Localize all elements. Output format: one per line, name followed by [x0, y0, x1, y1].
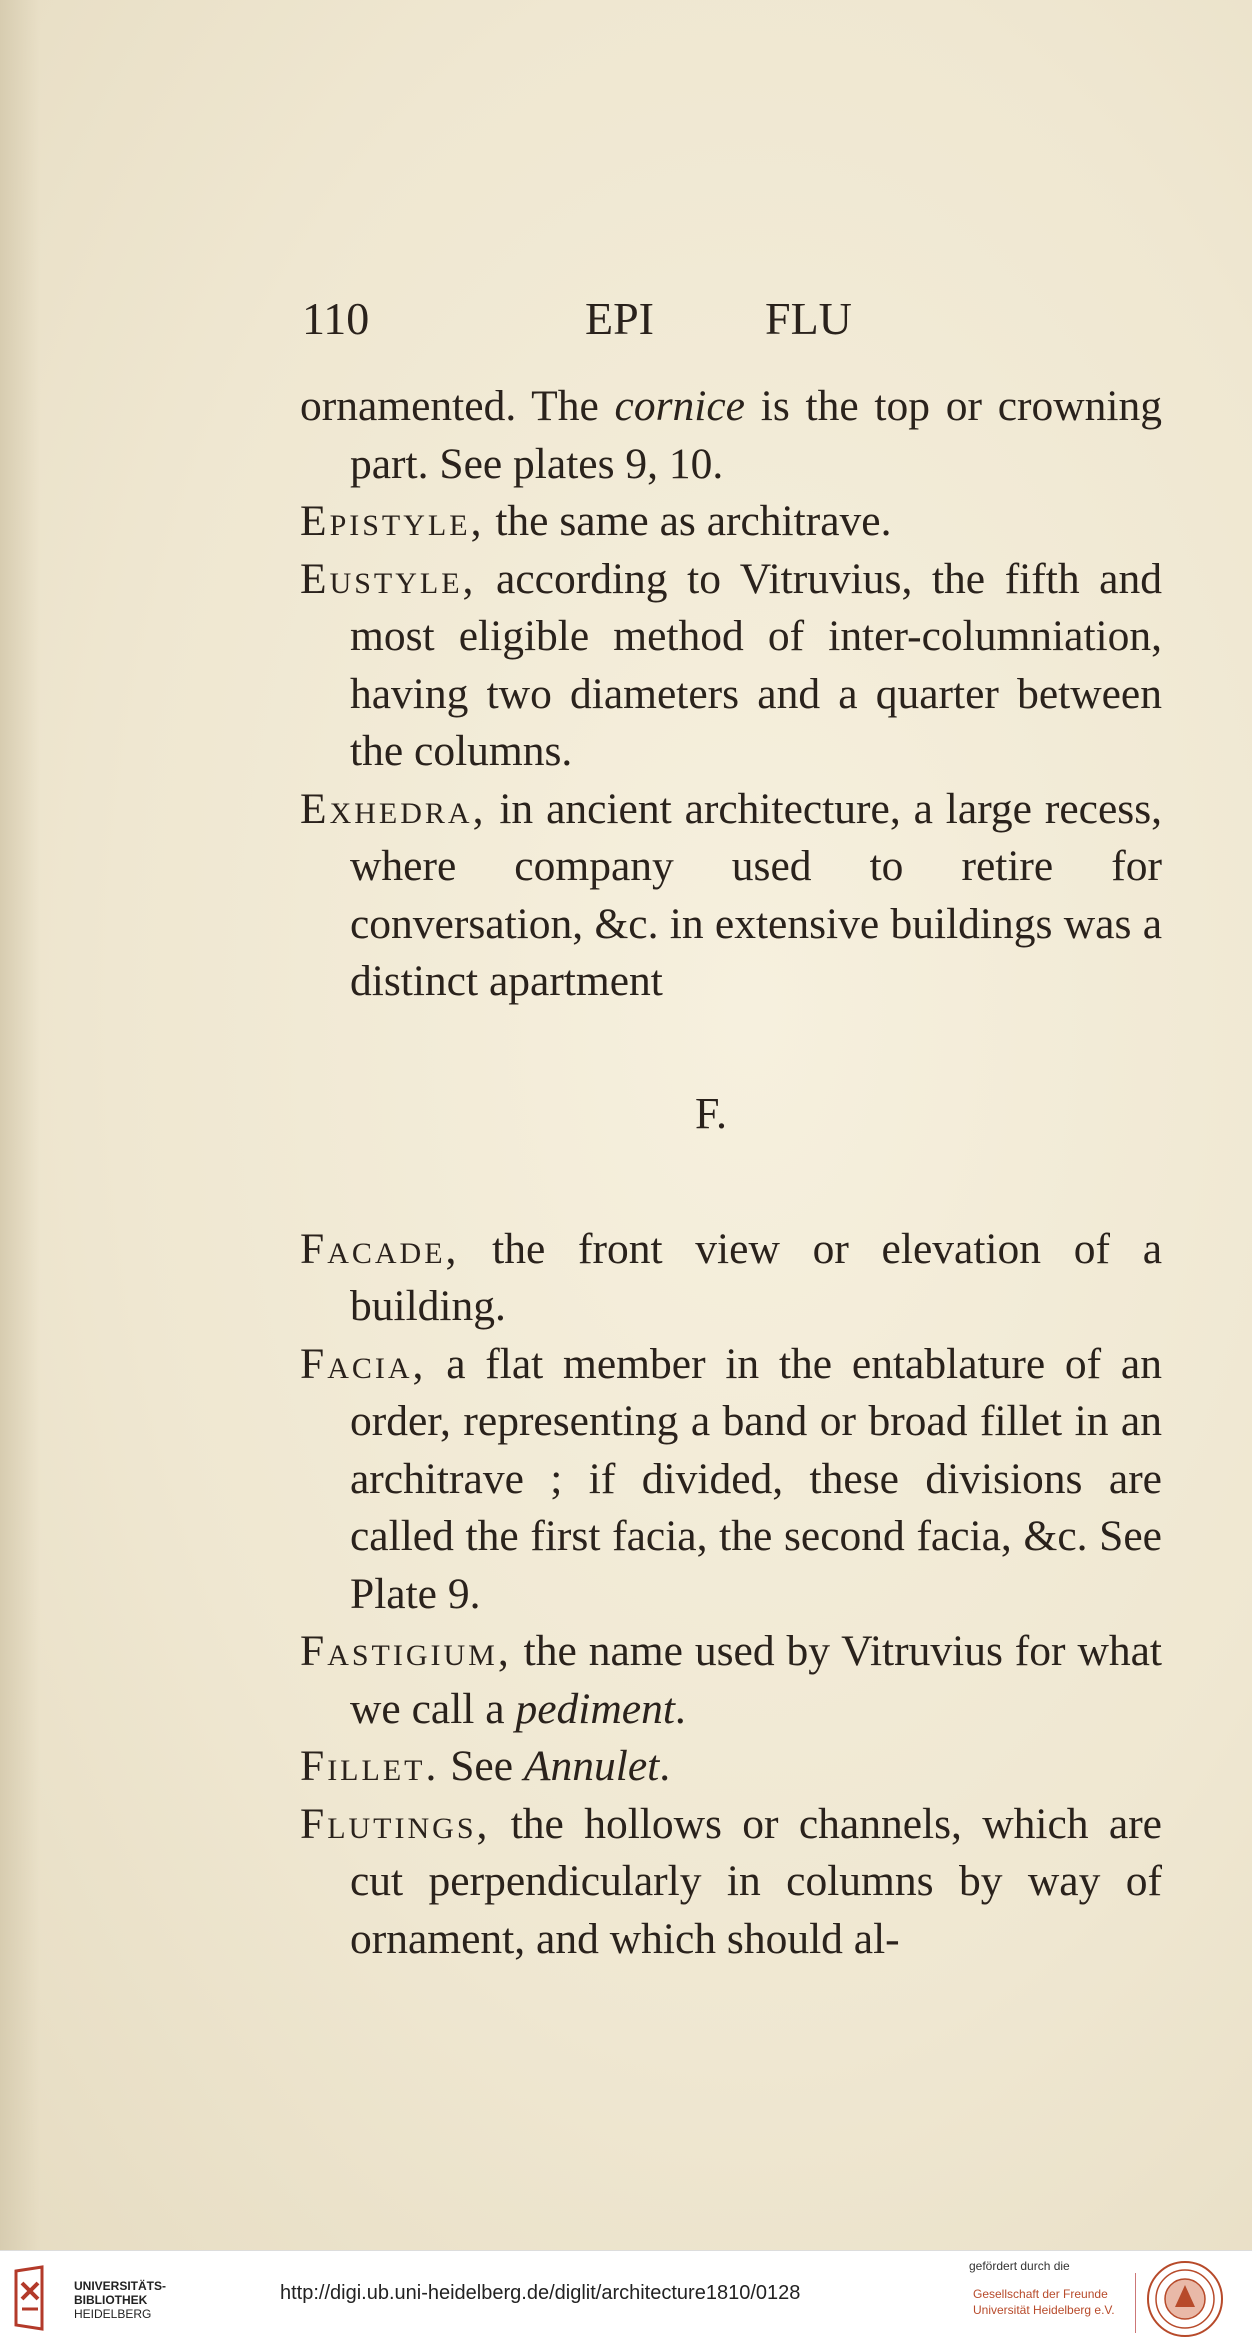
glossary-entries	[300, 378, 1162, 1968]
glossary-entry	[300, 1336, 1162, 1624]
glossary-entry	[300, 781, 1162, 1011]
entry-text: the same as architrave.	[484, 497, 892, 545]
entry-text: the front view or elevation of a building.	[350, 1224, 1162, 1330]
entry-head: Eustyle,	[300, 554, 477, 603]
running-head-left: EPI	[585, 293, 654, 344]
library-name-line: UNIVERSITÄTS-	[74, 2279, 167, 2293]
glossary-entry	[300, 1623, 1162, 1738]
sponsor-name	[973, 2286, 1115, 2318]
entry-text: ornamented. The	[300, 382, 615, 430]
university-seal-icon	[1145, 2259, 1225, 2339]
entry-text: the hollows or channels, which are cut perpendicularly in columns by way of ornament, and which should al-	[350, 1799, 1162, 1963]
sponsor-label: gefördert durch die	[969, 2259, 1070, 2273]
entry-text: in ancient architecture, a large recess, where company used to retire for conversation, &c. in extensive buildings was a distinct apartment	[350, 784, 1162, 1005]
page-number: 110	[302, 293, 370, 344]
digitization-footer	[0, 2250, 1252, 2345]
entry-head: Flutings,	[300, 1799, 491, 1848]
entry-text: See	[439, 1742, 524, 1790]
glossary-entry	[300, 1738, 1162, 1796]
glossary-entry	[300, 493, 1162, 551]
sponsor-name-line: Gesellschaft der Freunde	[973, 2287, 1108, 2301]
glossary-entry	[300, 378, 1162, 493]
entry-head: Exhedra,	[300, 784, 487, 833]
entry-text: according to Vitruvius, the fifth and most eligible method of inter-columniation, having two diameters and a quarter between the columns.	[350, 554, 1162, 775]
running-head	[0, 292, 1252, 352]
glossary-entry	[300, 1221, 1162, 1336]
entry-text: .	[674, 1684, 686, 1733]
entry-head: Fastigium,	[300, 1627, 512, 1675]
entry-text: the name used by Vitruvius for what we call a	[350, 1627, 1162, 1733]
permalink-url[interactable]: http://digi.ub.uni-heidelberg.de/diglit/architecture1810/0128	[280, 2282, 801, 2304]
sponsor-divider	[1135, 2273, 1136, 2333]
library-name-line: HEIDELBERG	[74, 2307, 152, 2321]
entry-head: Fillet.	[300, 1742, 440, 1790]
library-name-line: BIBLIOTHEK	[74, 2293, 148, 2307]
entry-head: Epistyle,	[300, 497, 485, 545]
section-letter: F.	[695, 1088, 727, 1138]
entry-head: Facia,	[300, 1339, 427, 1388]
entry-text: a flat member in the entablature of an order, representing a band or broad fillet in an architrave ; if divided, these divisions are called the first facia, the second facia, &c. See Plate 9.	[350, 1339, 1162, 1618]
entry-text-italic: Annulet	[523, 1742, 660, 1790]
sponsor-name-line: Universität Heidelberg e.V.	[973, 2303, 1115, 2317]
entry-text-italic: pediment	[515, 1684, 675, 1733]
glossary-entry	[300, 1796, 1162, 1969]
running-head-right: FLU	[765, 293, 852, 344]
university-library-logo-icon	[12, 2263, 70, 2333]
glossary-entry	[300, 551, 1162, 781]
entry-head: Facade,	[300, 1224, 460, 1273]
library-name	[74, 2279, 166, 2321]
entry-text: is the top or crowning part. See plates 9, 10.	[350, 382, 1162, 488]
entry-text: .	[659, 1742, 671, 1790]
entry-text-italic: cornice	[614, 382, 745, 430]
